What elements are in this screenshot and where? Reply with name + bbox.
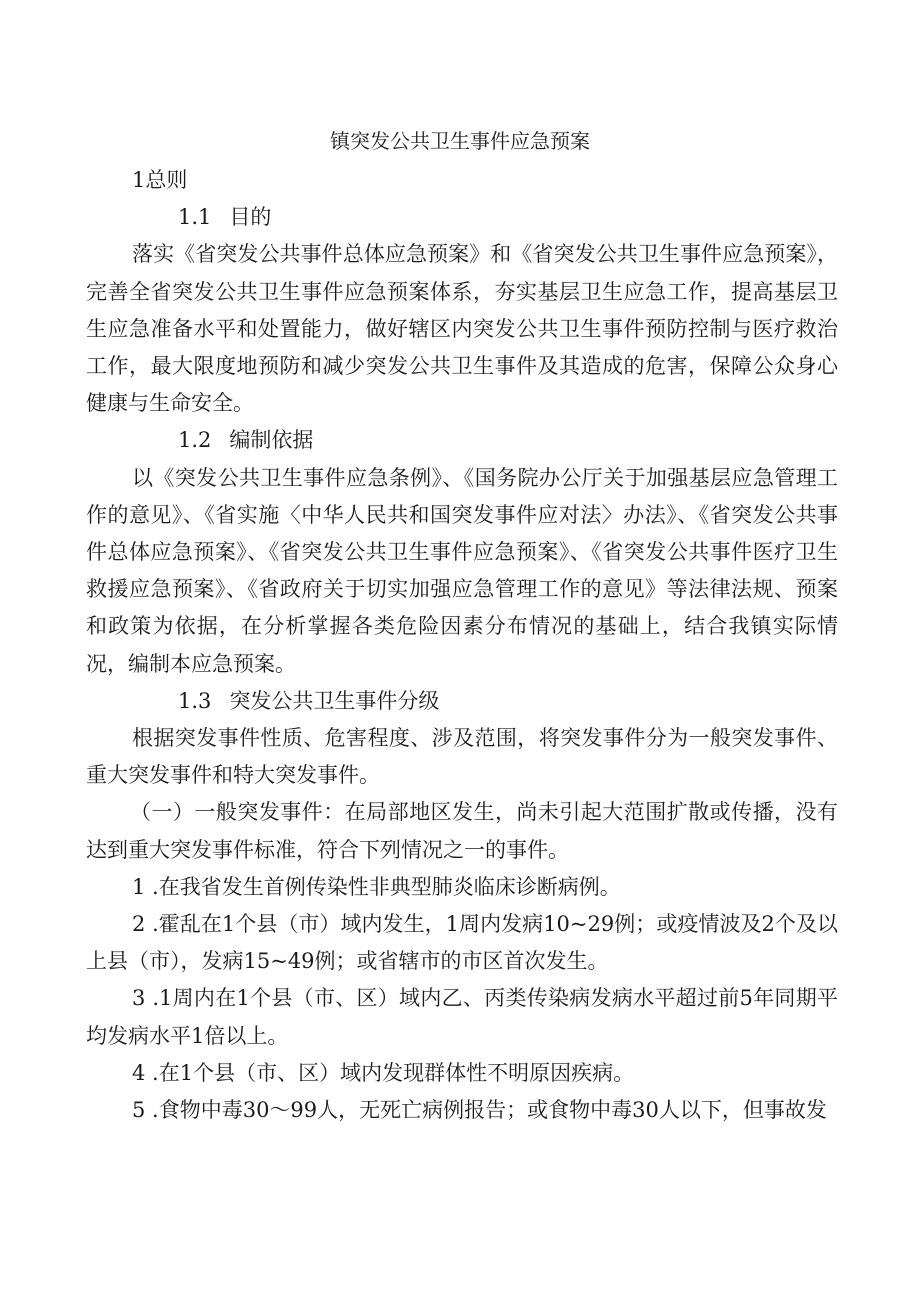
- section-heading-1-2: [86, 422, 838, 459]
- list-item-4: 4 .在1个县（市、区）域内发现群体性不明原因疾病。: [132, 1060, 635, 1085]
- body-paragraph-general-event: （一）一般突发事件：在局部地区发生，尚未引起大范围扩散或传播，没有达到重大突发事件标准，符合下列情况之一的事件。: [86, 800, 838, 862]
- body-paragraph-basis: 以《突发公共卫生事件应急条例》、《国务院办公厅关于加强基层应急管理工作的意见》、《省实施〈中华人民共和国突发事件应对法〉办法》、《省突发公共事件总体应急预案》、《省突发公共卫生事件应急预案》、《省突发公共事件医疗卫生救援应急预案》、《省政府关于切实加强应急管理工作的意见》等法律法规、预案和政策为依据，在分析掌握各类危险因素分布情况的基础上，结合我镇实际情况，编制本应急预案。: [86, 465, 838, 676]
- heading-text: 1总则: [132, 168, 188, 192]
- heading-text: 目的: [229, 205, 272, 230]
- section-heading-1: [86, 162, 838, 199]
- body-paragraph-classification: 根据突发事件性质、危害程度、涉及范围，将突发事件分为一般突发事件、重大突发事件和特大突发事件。: [86, 726, 838, 788]
- heading-number: 1.2: [178, 428, 212, 453]
- list-item-3: 3 .1周内在1个县（市、区）域内乙、丙类传染病发病水平超过前5年同期平均发病水平1倍以上。: [86, 986, 838, 1048]
- heading-text: 突发公共卫生事件分级: [229, 688, 440, 713]
- heading-number: 1.3: [178, 688, 212, 713]
- document-body: [86, 162, 838, 1129]
- list-item-2: 2 .霍乱在1个县（市）域内发生，1周内发病10~29例；或疫情波及2个及以上县（市），发病15~49例；或省辖市的市区首次发生。: [86, 912, 838, 974]
- document-title: 镇突发公共卫生事件应急预案: [330, 129, 590, 153]
- section-heading-1-3: [86, 683, 838, 720]
- list-item-1: 1 .在我省发生首例传染性非典型肺炎临床诊断病例。: [132, 874, 621, 899]
- list-item-5: 5 .食物中毒30～99人，无死亡病例报告；或食物中毒30人以下，但事故发: [132, 1098, 827, 1123]
- heading-text: 编制依据: [229, 428, 314, 453]
- section-heading-1-1: [86, 199, 838, 236]
- body-paragraph-purpose: 落实《省突发公共事件总体应急预案》和《省突发公共卫生事件应急预案》，完善全省突发公共卫生事件应急预案体系，夯实基层卫生应急工作，提高基层卫生应急准备水平和处置能力，做好辖区内突发公共卫生事件预防控制与医疗救治工作，最大限度地预防和减少突发公共卫生事件及其造成的危害，保障公众身心健康与生命安全。: [86, 242, 838, 416]
- heading-number: 1.1: [178, 205, 212, 230]
